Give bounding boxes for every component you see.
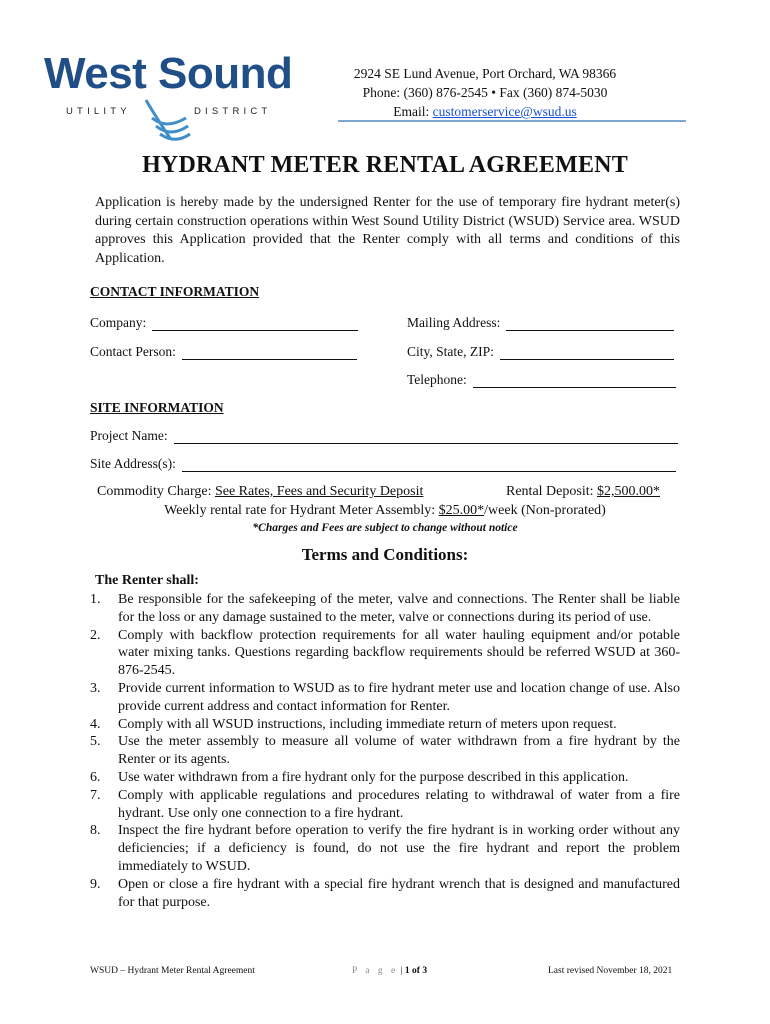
weekly-label: Weekly rental rate for Hydrant Meter Assembly: [164,503,439,518]
terms-title: Terms and Conditions: [301,545,469,564]
email-line [310,102,660,121]
logo-left-word: UTILITY [66,106,131,117]
mailing-address-input-line[interactable] [506,316,674,331]
mailing-address-field[interactable] [407,315,674,331]
item-number: 2. [90,627,101,643]
project-name-input-line[interactable] [174,429,678,444]
email-link[interactable]: customerservice@wsud.us [432,104,577,119]
item-number: 6. [90,769,101,785]
contact-person-field[interactable] [90,344,357,360]
email-label: Email: [393,104,433,119]
list-item [90,787,680,823]
intro-paragraph: Application is hereby made by the undersigned Renter for the use of temporary fire hydrant meter(s) during certain construction operations within West Sound Utility District (WSUD) Service area. WSUD approves this Application provided that the Renter comply with all terms and conditions of this Application. [95,195,680,266]
site-address-field[interactable] [90,456,676,472]
company-input-line[interactable] [152,316,358,331]
item-number: 5. [90,734,101,750]
water-wave-icon [140,96,192,142]
city-state-zip-input-line[interactable] [500,345,674,360]
deposit-value: $2,500.00* [597,484,660,499]
site-address-label: Site Address(s): [90,456,176,471]
contact-person-label: Contact Person: [90,344,176,359]
item-number: 7. [90,787,101,803]
page-separator: | [398,966,405,976]
company-logo [44,50,294,140]
list-item [90,627,680,680]
city-state-zip-label: City, State, ZIP: [407,344,494,359]
page-title: HYDRANT METER RENTAL AGREEMENT [142,152,628,178]
renter-shall-heading: The Renter shall: [95,573,199,588]
contact-heading: CONTACT INFORMATION [90,284,260,299]
footer-document-name: WSUD – Hydrant Meter Rental Agreement [90,966,255,976]
item-text: Use water withdrawn from a fire hydrant only for the purpose described in this application. [118,769,629,785]
rates-link[interactable]: See Rates, Fees and Security Deposit [214,484,424,499]
list-item [90,591,680,627]
logo-right-word: DISTRICT [194,106,272,117]
charges-note: *Charges and Fees are subject to change without notice [252,522,518,534]
item-number: 8. [90,823,101,839]
list-item [90,716,680,734]
rental-deposit [506,484,660,500]
project-name-field[interactable] [90,428,678,444]
item-number: 1. [90,592,101,607]
site-address-input-line[interactable] [182,457,676,472]
list-item [90,680,680,716]
item-number: 9. [90,876,101,892]
deposit-label: Rental Deposit: [506,484,597,499]
address-line: 2924 SE Lund Avenue, Port Orchard, WA 98366 [353,66,617,81]
site-heading: SITE INFORMATION [90,400,224,415]
telephone-input-line[interactable] [473,373,676,388]
header-divider [338,120,686,122]
item-text: Open or close a fire hydrant with a special fire hydrant wrench that is designed and manufactured for that purpose. [118,876,680,910]
contact-person-input-line[interactable] [182,345,357,360]
item-text: Comply with applicable regulations and procedures relating to withdrawal of water from a fire hydrant. Use only one connection to a fire hydrant. [118,787,680,821]
page-number: 1 of 3 [404,966,428,976]
item-text: Comply with backflow protection requirements for all water hauling equipment and/or potable water mixing tanks. Questions regarding backflow requirements should be referred WSUD at 360-876-2545. [118,627,680,679]
item-text: Use the meter assembly to measure all volume of water withdrawn from a fire hydrant by the Renter or its agents. [118,734,680,768]
list-item [90,733,680,769]
page-word: P a g e [352,966,399,976]
list-item [90,876,680,912]
item-text: Inspect the fire hydrant before operation to verify the fire hydrant is in working order without any deficiencies; if a deficiency is found, do not use the fire hydrant and report the problem immediately to WSUD. [118,823,680,874]
list-item [90,769,680,787]
telephone-label: Telephone: [407,372,467,387]
city-state-zip-field[interactable] [407,344,674,360]
weekly-suffix: /week (Non-prorated) [484,503,606,518]
mailing-address-label: Mailing Address: [407,315,501,330]
phone-fax-line: Phone: (360) 876-2545 • Fax (360) 874-5030 [362,85,608,100]
weekly-rate-row [0,503,770,519]
logo-wordmark: West Sound [44,49,293,98]
company-label: Company: [90,315,147,330]
footer-page-indicator [352,966,427,976]
telephone-field[interactable] [407,372,676,388]
footer-revision-date: Last revised November 18, 2021 [548,966,673,976]
item-number: 3. [90,680,101,696]
commodity-charge [97,484,423,500]
project-name-label: Project Name: [90,428,168,443]
terms-list [90,591,680,911]
item-text: Comply with all WSUD instructions, including immediate return of meters upon request. [118,716,617,732]
list-item [90,822,680,875]
company-field[interactable] [90,315,358,331]
weekly-value: $25.00* [438,503,485,518]
commodity-label: Commodity Charge: [97,484,215,499]
item-number: 4. [90,716,101,732]
item-text: Be responsible for the safekeeping of the meter, valve and connections. The Renter shall be liable for the loss or any damage sustained to the meter, valve or connections during its period of use. [118,592,680,625]
item-text: Provide current information to WSUD as to fire hydrant meter use and location change of use. Also provide current address and contact information for Renter. [118,680,680,714]
address-block [310,64,660,121]
